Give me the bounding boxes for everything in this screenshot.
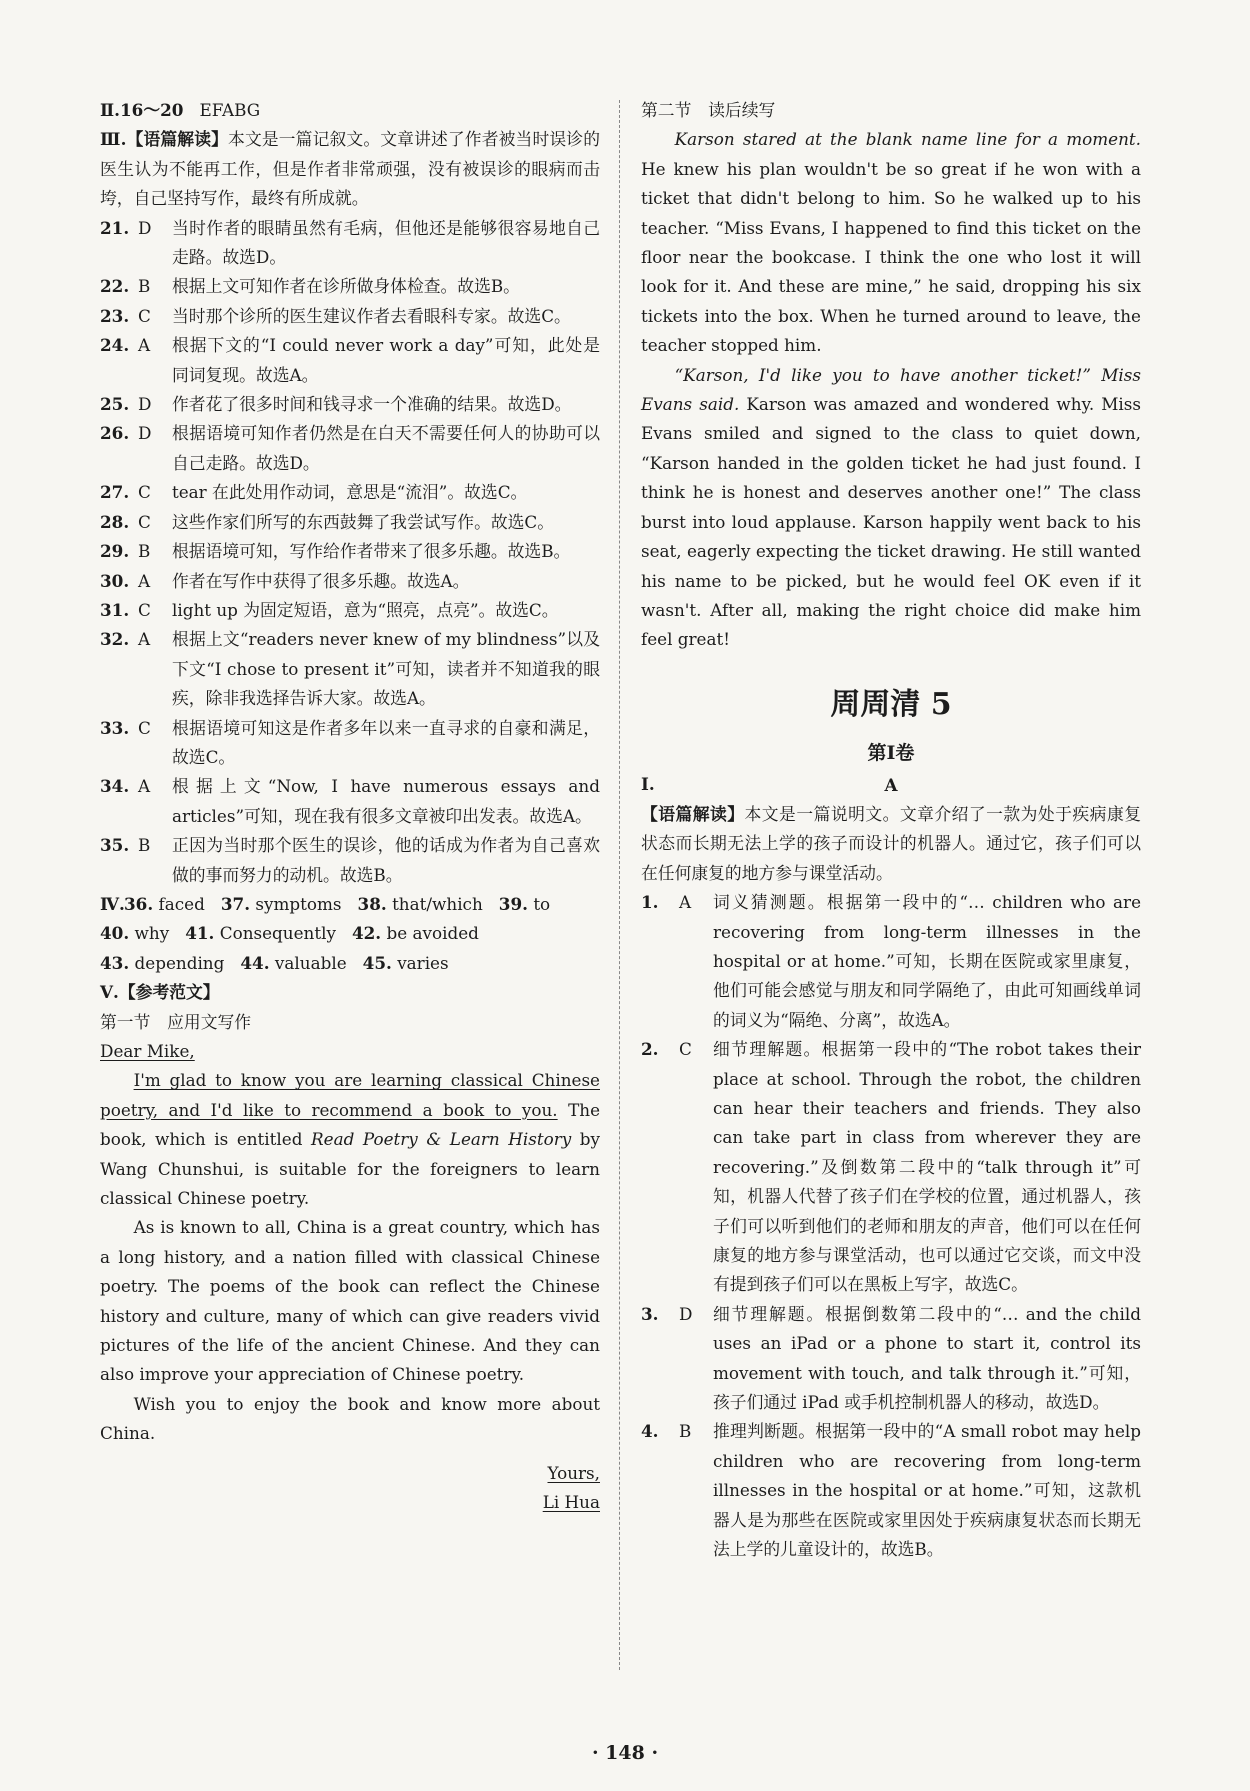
blank-word: depending [134, 952, 225, 973]
fill-answer [240, 953, 346, 973]
blank-word: to [533, 893, 551, 914]
question-number: 25. [100, 394, 130, 415]
answer-letter: C [138, 599, 151, 620]
answer-explanation: 作者花了很多时间和钱寻求一个准确的结果。故选D。 [172, 394, 572, 415]
answer-explanation: 推理判断题。根据第一段中的“A small robot may help children who are recovering from long-term illnesses in the hospital or at home.”可知，这款机器人是为那些在医院或家里因处于疾病康复状态而长期无法上学的儿童设计的，故选B。 [713, 1421, 1141, 1560]
question-number: 30. [100, 570, 130, 591]
answer-letter: C [138, 717, 151, 738]
question-number: 4. [641, 1421, 659, 1442]
question-number: 33. [100, 717, 130, 738]
section-label: Ⅲ. [100, 129, 127, 150]
question-number: 3. [641, 1303, 659, 1324]
question-number: 2. [641, 1039, 659, 1060]
answer-letter: D [138, 394, 152, 415]
given-sentence: Karson stared at the blank name line for a moment. [674, 129, 1141, 150]
answer-explanation: 根据下文的“I could never work a day”可知，此处是同词复现。故选A。 [172, 335, 600, 385]
part-2-title: 第二节 读后续写 [641, 100, 776, 120]
answer-item [641, 1035, 1141, 1300]
question-number: 21. [100, 217, 130, 238]
answer-item [641, 888, 1141, 1035]
fill-answer [358, 894, 483, 914]
answer-item [100, 419, 600, 478]
fill-answer [499, 894, 550, 914]
blank-number: 39. [498, 893, 528, 914]
fill-answer [221, 894, 342, 914]
answer-item [100, 390, 600, 419]
question-number: 31. [100, 599, 130, 620]
answer-item [641, 1417, 1141, 1564]
answer-letter: A [679, 892, 692, 913]
blank-word: valuable [274, 952, 347, 973]
answer-letter: B [138, 276, 151, 297]
answer-letter: B [138, 541, 151, 562]
fill-answer [100, 953, 224, 973]
fill-answer [185, 923, 336, 943]
underlined-sentence: I'm glad to know you are learning classical Chinese poetry, and I'd like to recommend a book to you. [100, 1070, 600, 1120]
answer-explanation: 根据语境可知，写作给作者带来了很多乐趣。故选B。 [172, 541, 571, 562]
question-number: 1. [641, 892, 659, 913]
story-text: Karson was amazed and wondered why. Miss Evans smiled and signed to the class to quiet down, “Karson handed in the golden ticket he had just found. I think he is honest and deserves another one!” The class burst into loud applause. Karson happily went back to his seat, eagerly expecting the ticket drawing. He still wanted his name to be picked, but he would feel OK even if it wasn't. After all, making the right choice did make him feel great! [641, 394, 1141, 650]
section-label: Ⅴ. [100, 982, 119, 1003]
blank-number: 42. [351, 923, 382, 944]
question-number: 23. [100, 305, 130, 326]
signature-text: Li Hua [542, 1492, 600, 1513]
answer-letter: D [138, 217, 152, 238]
closing-text: Yours, [547, 1462, 600, 1483]
answer-item [100, 508, 600, 537]
blank-word: that/which [392, 893, 483, 914]
answer-letter: D [138, 423, 152, 444]
answer-item [100, 714, 600, 773]
question-number: 35. [100, 835, 130, 856]
answer-item [100, 625, 600, 713]
answer-explanation: 作者在写作中获得了很多乐趣。故选A。 [172, 570, 470, 591]
answer-letter: C [138, 511, 151, 532]
blank-number: 44. [240, 952, 270, 973]
answer-explanation: 这些作家们所写的东西鼓舞了我尝试写作。故选C。 [172, 511, 555, 532]
section-5-header [100, 978, 600, 1007]
answer-item [100, 537, 600, 566]
weekly-test-title: 周周清 5 [830, 686, 952, 722]
answer-item [641, 1300, 1141, 1418]
answer-letter: A [138, 629, 151, 650]
passage-analysis-tag: 【语篇解读】 [641, 803, 745, 824]
answer-item [100, 478, 600, 507]
right-column [641, 96, 1141, 1565]
story-paragraph-1 [641, 125, 1141, 360]
sample-essay-tag: 【参考范文】 [118, 982, 220, 1003]
blank-word: symptoms [255, 893, 342, 914]
answer-item [100, 567, 600, 596]
question-number: 29. [100, 541, 130, 562]
blank-number: 43. [100, 952, 130, 973]
answer-letter: C [138, 305, 151, 326]
question-number: 26. [100, 423, 130, 444]
answer-item [100, 831, 600, 890]
blank-word: why [134, 923, 170, 944]
answer-list [641, 888, 1141, 1564]
part-1-title: 第一节 应用文写作 [100, 1011, 252, 1032]
fill-items [124, 890, 566, 919]
letter-paragraph-1 [100, 1066, 600, 1213]
answer-item [100, 772, 600, 831]
section-4 [100, 890, 600, 978]
answer-letter: A [138, 335, 151, 356]
fill-row [100, 890, 600, 919]
answer-item [100, 272, 600, 301]
question-range: 16～20 [120, 100, 184, 120]
question-number: 28. [100, 511, 130, 532]
answer-explanation: 根据上文“Now, I have numerous essays and articles”可知，现在我有很多文章被印出发表。故选A。 [172, 776, 600, 826]
column-divider [619, 100, 620, 1670]
answer-letter: C [679, 1039, 692, 1060]
blank-number: 37. [220, 893, 251, 914]
fill-answer [124, 894, 205, 914]
letter-text: by Wang Chunshui, is suitable for the foreigners to learn classical Chinese poetry. [100, 1129, 601, 1209]
answer-explanation: 当时那个诊所的医生建议作者去看眼科专家。故选C。 [172, 305, 571, 326]
fill-row [100, 949, 600, 978]
answer-list [100, 214, 600, 890]
section-2-answers [100, 96, 600, 125]
section-3-intro [100, 125, 600, 213]
answer-letter: B [138, 835, 151, 856]
question-number: 27. [100, 482, 130, 503]
letter-paragraph-2: As is known to all, China is a great country, which has a long history, and a nation filled with classical Chinese poetry. The poems of the book can reflect the Chinese history and culture, many of which can give readers vivid pictures of the life of the ancient Chinese. And they can also improve your appreciation of Chinese poetry. [100, 1217, 600, 1385]
blank-number: 40. [100, 923, 130, 944]
answer-explanation: 正因为当时那个医生的误诊，他的话成为作者为自己喜欢做的事而努力的动机。故选B。 [172, 835, 600, 885]
question-number: 32. [100, 629, 130, 650]
section-label: Ⅳ. [100, 893, 125, 914]
answer-explanation: 当时作者的眼睛虽然有毛病，但他还是能够很容易地自己走路。故选D。 [172, 217, 600, 268]
blank-number: 36. [124, 893, 154, 914]
blank-word: Consequently [219, 923, 336, 944]
letter-signature [100, 1488, 600, 1517]
answer-explanation: 根据语境可知作者仍然是在白天不需要任何人的协助可以自己走路。故选D。 [172, 423, 600, 473]
passage-analysis [641, 800, 1141, 888]
answer-item [100, 331, 600, 390]
answer-item [100, 302, 600, 331]
fill-answer [363, 953, 449, 973]
blank-number: 38. [357, 893, 387, 914]
blank-number: 45. [362, 952, 392, 973]
answer-letter: C [138, 482, 151, 503]
given-sentence: “Karson, I'd like you to have another ticket!” Miss Evans said. [641, 364, 1141, 415]
story-paragraph-2 [641, 361, 1141, 655]
answer-key: EFABG [199, 100, 261, 120]
section-1-label: Ⅰ. [641, 774, 655, 795]
question-number: 24. [100, 335, 130, 356]
answer-explanation: 细节理解题。根据第一段中的“The robot takes their place at school. Through the robot, the children can hear their teachers and friends. They also can take part in class from wherever they are recovering.”及倒数第二段中的“talk through it”可知，机器人代替了孩子们在学校的位置，通过机器人，孩子们可以听到他们的老师和朋友的声音，他们可以在任何康复的地方参与课堂活动，也可以通过它交谈，而文中没有提到孩子们可以在黑板上写字，故选C。 [713, 1039, 1141, 1295]
fill-answer [100, 923, 169, 943]
fill-answer [352, 923, 479, 943]
volume-title: 第Ⅰ卷 [867, 741, 915, 764]
blank-word: be avoided [386, 923, 479, 944]
answer-explanation: 根据上文“readers never knew of my blindness”以及下文“I chose to present it”可知，读者并不知道我的眼疾，除非我选择告诉大家。故选A。 [172, 629, 600, 709]
blank-word: varies [397, 952, 449, 973]
letter-greeting: Dear Mike, [100, 1041, 195, 1061]
answer-explanation: 词义猜测题。根据第一段中的“… children who are recovering from long-term illnesses in the hospital or at home.”可知，长期在医院或家里康复，他们可能会感觉与朋友和同学隔绝了，由此可知画线单词的词义为“隔绝、分离”，故选A。 [713, 892, 1141, 1030]
answer-letter: A [138, 776, 151, 797]
blank-word: faced [158, 893, 205, 914]
question-number: 22. [100, 276, 130, 297]
passage-label: A [884, 774, 898, 795]
answer-explanation: 根据上文可知作者在诊所做身体检查。故选B。 [172, 276, 520, 297]
passage-analysis-text: 本文是一篇说明文。文章介绍了一款为处于疾病康复状态而长期无法上学的孩子而设计的机器人。通过它，孩子们可以在任何康复的地方参与课堂活动。 [641, 803, 1141, 883]
book-title: Read Poetry & Learn History [311, 1129, 572, 1150]
answer-explanation: 根据语境可知这是作者多年以来一直寻求的自豪和满足，故选C。 [172, 717, 600, 767]
question-number: 34. [100, 776, 130, 797]
answer-item [100, 214, 600, 273]
answer-item [100, 596, 600, 625]
page-number: · 148 · [591, 1742, 659, 1764]
answer-letter: B [679, 1421, 692, 1442]
passage-analysis-tag: 【语篇解读】 [126, 129, 229, 150]
answer-letter: A [138, 570, 151, 591]
letter-paragraph-3: Wish you to enjoy the book and know more about China. [100, 1393, 600, 1444]
letter-closing [100, 1459, 600, 1488]
answer-explanation: tear 在此处用作动词，意思是“流泪”。故选C。 [172, 482, 528, 503]
passage-analysis-text: 本文是一篇记叙文。文章讲述了作者被当时误诊的医生认为不能再工作，但是作者非常顽强，没有被误诊的眼病而击垮，自己坚持写作，最终有所成就。 [100, 129, 600, 209]
left-column [100, 96, 600, 1518]
answer-explanation: 细节理解题。根据倒数第二段中的“… and the child uses an iPad or a phone to start it, control its movement with touch, and talk through it.”可知，孩子们通过 iPad 或手机控制机器人的移动，故选D。 [713, 1303, 1141, 1413]
answer-explanation: light up 为固定短语，意为“照亮，点亮”。故选C。 [172, 599, 559, 620]
letter-text: The book, which is entitled [100, 1099, 600, 1150]
answer-letter: D [679, 1303, 693, 1324]
story-text: He knew his plan wouldn't be so great if he won with a ticket that didn't belong to him. So he walked up to his teacher. “Miss Evans, I happened to find this ticket on the floor near the bookcase. I think the one who lost it will look for it. And these are mine,” he said, dropping his six tickets into the box. When he turned around to leave, the teacher stopped him. [641, 158, 1141, 356]
section-label: Ⅱ. [100, 100, 120, 120]
fill-row [100, 919, 600, 948]
blank-number: 41. [185, 923, 215, 944]
